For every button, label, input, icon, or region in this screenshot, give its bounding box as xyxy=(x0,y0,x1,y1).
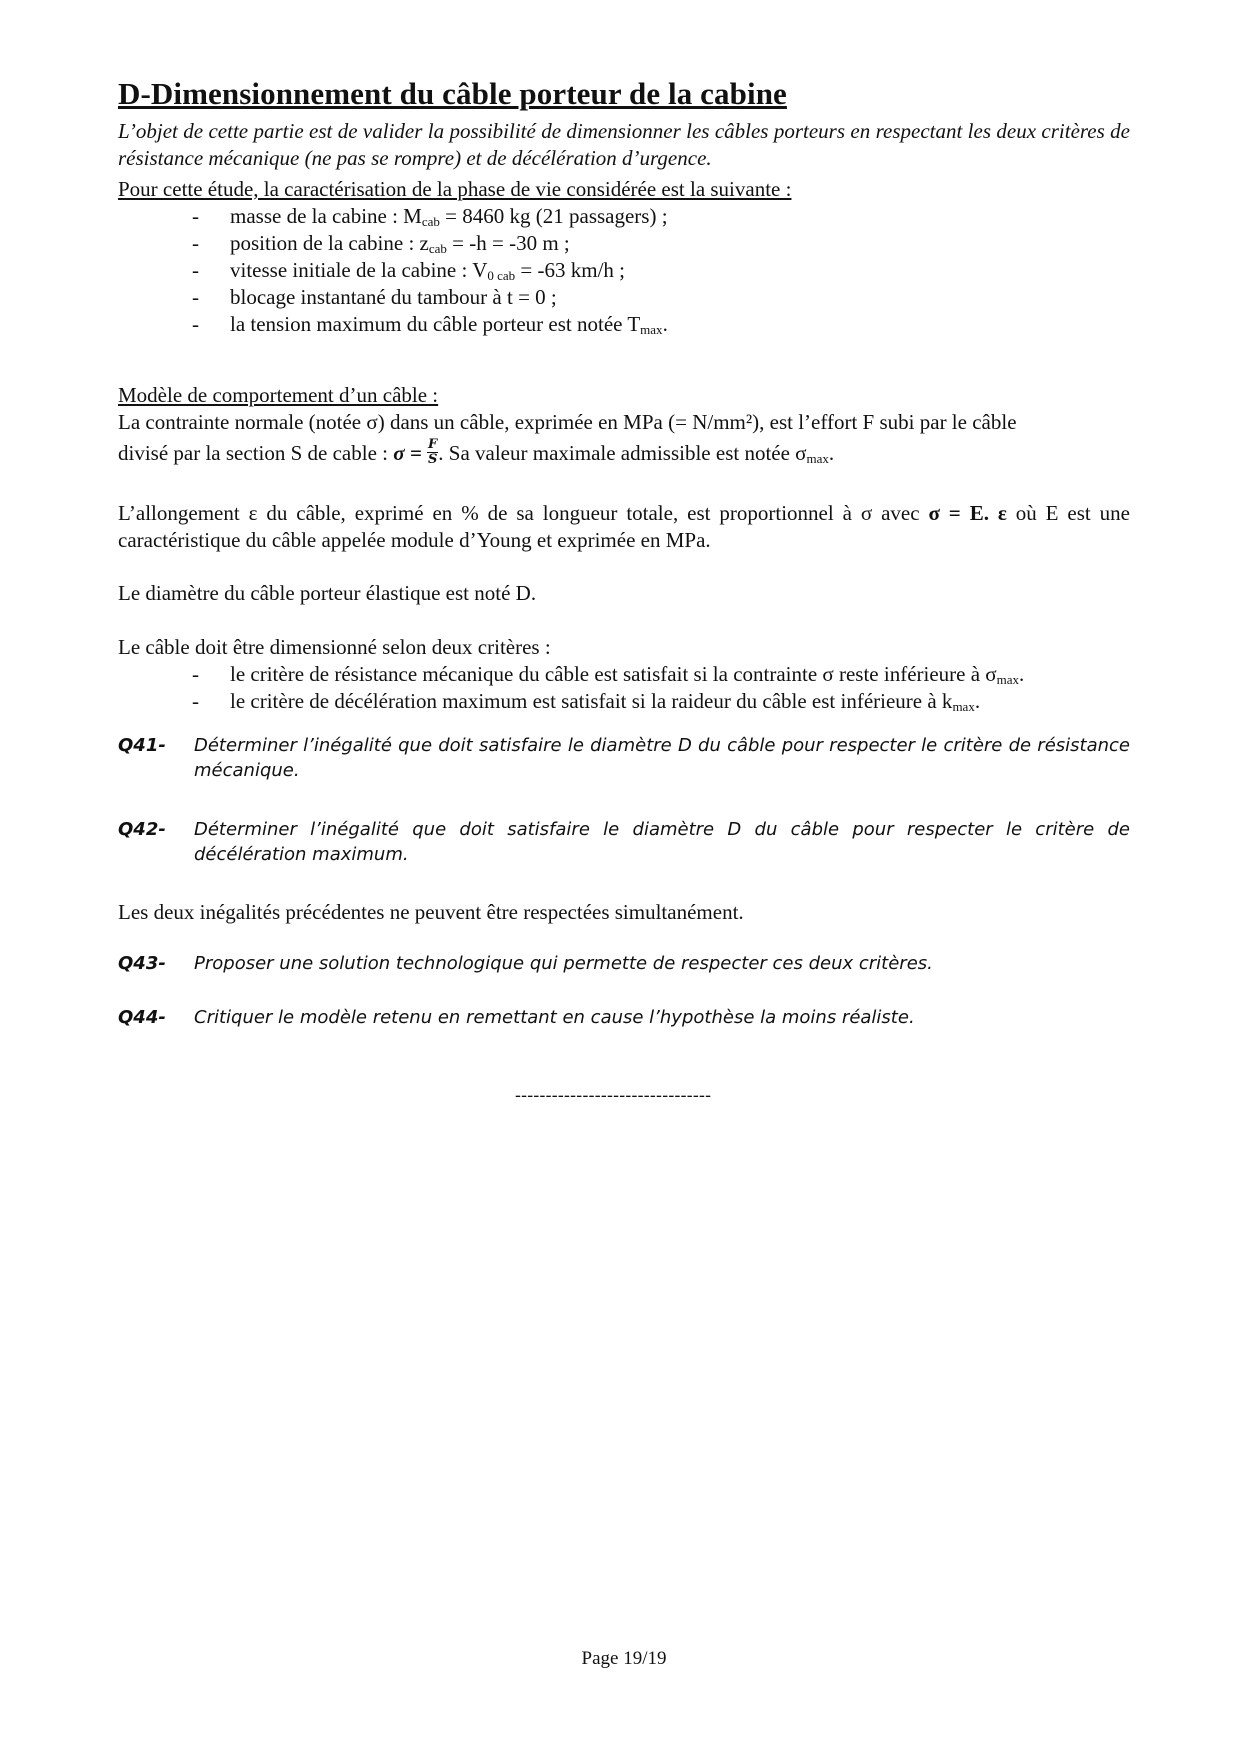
fraction-f-over-s: $\frac{F}{S}$ xyxy=(427,436,438,467)
intro-paragraph: L’objet de cette partie est de valider la possibilité de dimensionner les câbles porteurs en respectant les deux critères de résistance mécanique (ne pas se rompre) et de décélération d’urgence. xyxy=(118,119,1130,170)
page-number: Page 19/19 xyxy=(581,1648,667,1669)
question-q43 xyxy=(118,951,1130,976)
list-item: - le critère de décélération maximum est satisfait si la raideur du câble est inférieure à $k_{max}$. xyxy=(192,689,981,714)
criteria-list xyxy=(118,661,1130,715)
question-text: Déterminer l’inégalité que doit satisfaire le diamètre D du câble pour respecter le critère de décélération maximum. xyxy=(194,819,1130,865)
list-item: - blocage instantané du tambour à t = 0 ; xyxy=(192,285,557,309)
study-list xyxy=(118,203,1130,338)
note-paragraph: Les deux inégalités précédentes ne peuvent être respectées simultanément. xyxy=(118,900,744,924)
model-heading: Modèle de comportement d’un câble : xyxy=(118,383,439,407)
question-number: Q43- xyxy=(118,953,166,974)
question-text: Déterminer l’inégalité que doit satisfaire le diamètre D du câble pour respecter le critère de résistance mécanique. xyxy=(194,735,1130,781)
list-item: - masse de la cabine : $M_{cab} = 8460$ kg (21 passagers) ; xyxy=(192,204,668,229)
document-page xyxy=(118,0,1130,1754)
study-heading: Pour cette étude, la caractérisation de la phase de vie considérée est la suivante : xyxy=(118,177,792,201)
section-title: D-Dimensionnement du câble porteur de la cabine xyxy=(118,76,787,111)
question-number: Q42- xyxy=(118,819,166,840)
question-text: Critiquer le modèle retenu en remettant en cause l’hypothèse la moins réaliste. xyxy=(194,1007,915,1028)
criteria-heading: Le câble doit être dimensionné selon deux critères : xyxy=(118,635,551,659)
list-item: - la tension maximum du câble porteur est notée $T_{max}$. xyxy=(192,312,668,337)
question-text: Proposer une solution technologique qui permette de respecter ces deux critères. xyxy=(194,953,933,974)
question-number: Q44- xyxy=(118,1007,166,1028)
sigma-formula: σ = xyxy=(393,441,422,465)
list-item: - vitesse initiale de la cabine : $V_{0 cab} = -63$ km/h ; xyxy=(192,258,626,283)
hooke-formula: σ = E. ε xyxy=(928,501,1007,525)
model-line-1: La contrainte normale (notée σ) dans un câble, exprimée en MPa (= N/mm²), est l’effort F subi par le câble xyxy=(118,410,1017,434)
model-block xyxy=(118,382,1130,467)
list-item: - position de la cabine : $z_{cab} = -h = -30$ m ; xyxy=(192,231,570,256)
question-number: Q41- xyxy=(118,735,166,756)
end-separator: -------------------------------- xyxy=(514,1086,712,1106)
question-q42 xyxy=(118,817,1130,867)
question-q41 xyxy=(118,733,1130,783)
diameter-paragraph: Le diamètre du câble porteur élastique est noté D. xyxy=(118,581,537,605)
list-item: - le critère de résistance mécanique du câble est satisfait si la contrainte σ reste inférieure à $\sigma_{max}$. xyxy=(192,662,1025,687)
elongation-paragraph: L’allongement ε du câble, exprimé en % de sa longueur totale, est proportionnel à σ avec σ = E. ε où E est une caractéristique du câble appelée module d’Young et exprimée en MPa. xyxy=(118,501,1130,552)
study-block xyxy=(118,176,1130,338)
model-line-2: divisé par la section S de cable : σ = $\frac{F}{S}$ . Sa valeur maximale admissible est notée $\sigma_{max}$. xyxy=(118,436,835,467)
question-q44 xyxy=(118,1005,1130,1030)
criteria-block xyxy=(118,634,1130,715)
